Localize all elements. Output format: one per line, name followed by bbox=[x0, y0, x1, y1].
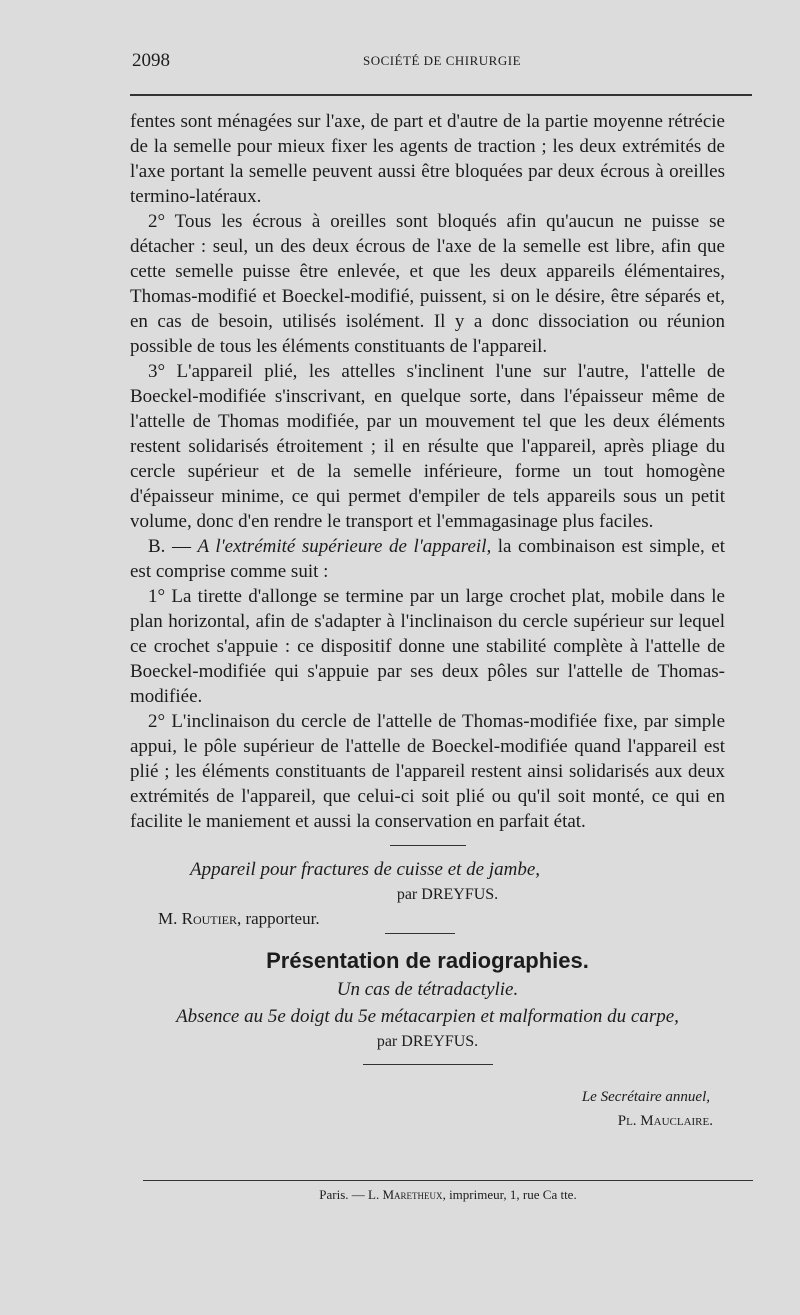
printer-name: Maretheux bbox=[382, 1187, 443, 1202]
report-rapporteur: M. Routier, rapporteur. bbox=[158, 909, 320, 928]
paragraph-b1: 1° La tirette d'allonge se termine par un large crochet plat, mobile dans le plan horizontal, afin de s'adapter à l'inclinaison du cercle supérieur sur lequel ce crochet s'appuie : ce dispositif donne une stabilité complète à l'attelle de Boeckel-modifiée qui s'appuie par ses deux pôles sur l'attelle de Thomas-modifiée. bbox=[130, 586, 725, 707]
rapporteur-name: Routier bbox=[181, 909, 237, 928]
section-b-prefix: B. — bbox=[148, 536, 198, 557]
radiographies-author: par DREYFUS. bbox=[376, 1033, 479, 1050]
paragraph-2: 2° Tous les écrous à oreilles sont bloqués afin qu'aucun ne puisse se détacher : seul, un des deux écrous de l'axe de la semelle est libre, afin que cette semelle puisse être enlevée, et que les deux appareils élémentaires, Thomas-modifié et Boeckel-modifié, puissent, si on le désire, être séparés et, en cas de besoin, utilisés isolément. Il y a donc dissociation ou réunion possible de tous les éléments constituants de l'appareil. bbox=[130, 211, 725, 357]
paragraph-continuation: fentes sont ménagées sur l'axe, de part et d'autre de la partie moyenne rétrécie de la semelle pour mieux fixer les agents de traction ; les deux extrémités de l'axe portant la semelle peuvent aussi être bloquées par deux écrous à oreilles termino-latéraux. bbox=[130, 111, 725, 207]
report-title: Appareil pour fractures de cuisse et de jambe, bbox=[190, 859, 541, 880]
radiographies-title: Présentation de radiographies. bbox=[266, 948, 589, 973]
signature-name: Pl. Mauclaire. bbox=[617, 1113, 713, 1129]
section-b-italic: A l'extrémité supérieure de l'appareil, bbox=[197, 536, 492, 557]
page-number: 2098 bbox=[132, 50, 170, 71]
section-divider bbox=[390, 845, 466, 846]
footer-rule bbox=[143, 1180, 753, 1181]
section-b-rest: la combinaison est simple, et est comprise comme suit : bbox=[130, 536, 725, 582]
header-rule bbox=[130, 94, 752, 96]
running-title: SOCIÉTÉ DE CHIRURGIE bbox=[362, 53, 522, 68]
body-text bbox=[130, 109, 725, 1133]
imprint-line: Paris. — L. Maretheux, imprimeur, 1, rue Ca tte. bbox=[319, 1187, 577, 1202]
paragraph-3: 3° L'appareil plié, les attelles s'inclinent l'une sur l'autre, l'attelle de Boeckel-modifiée s'inscrivant, en quelque sorte, dans l'épaisseur même de l'attelle de Thomas modifiée, par un mouvement tel que les deux éléments restent solidarisés étroitement ; il en résulte que l'appareil, après pliage du cercle supérieur et de la semelle inférieure, forme un tout homogène d'épaisseur minime, ce qui permet d'empiler de tels appareils sous un petit volume, donc d'en rendre le transport et l'emmagasinage plus faciles. bbox=[130, 361, 725, 532]
paragraph-section-b bbox=[130, 534, 725, 584]
radiographies-subtitle: Un cas de tétradactylie. bbox=[336, 979, 519, 1000]
radiographies-line: Absence au 5e doigt du 5e métacarpien et malformation du carpe, bbox=[176, 1006, 679, 1027]
report-divider bbox=[385, 933, 455, 934]
page-header bbox=[132, 50, 752, 74]
report-author: par DREYFUS. bbox=[396, 886, 499, 903]
paragraph-b2: 2° L'inclinaison du cercle de l'attelle de Thomas-modifiée fixe, par simple appui, le pôle supérieur de l'attelle de Boeckel-modifiée quand l'appareil est plié ; les éléments constituants de l'appareil restent ainsi solidarisés aux deux extrémités de l'appareil, que celui-ci soit plié ou qu'il soit monté, ce qui en facilite le maniement et aussi la conservation en parfait état. bbox=[130, 711, 725, 832]
signature-role: Le Secrétaire annuel, bbox=[581, 1089, 710, 1105]
radiographies-divider bbox=[363, 1064, 493, 1065]
